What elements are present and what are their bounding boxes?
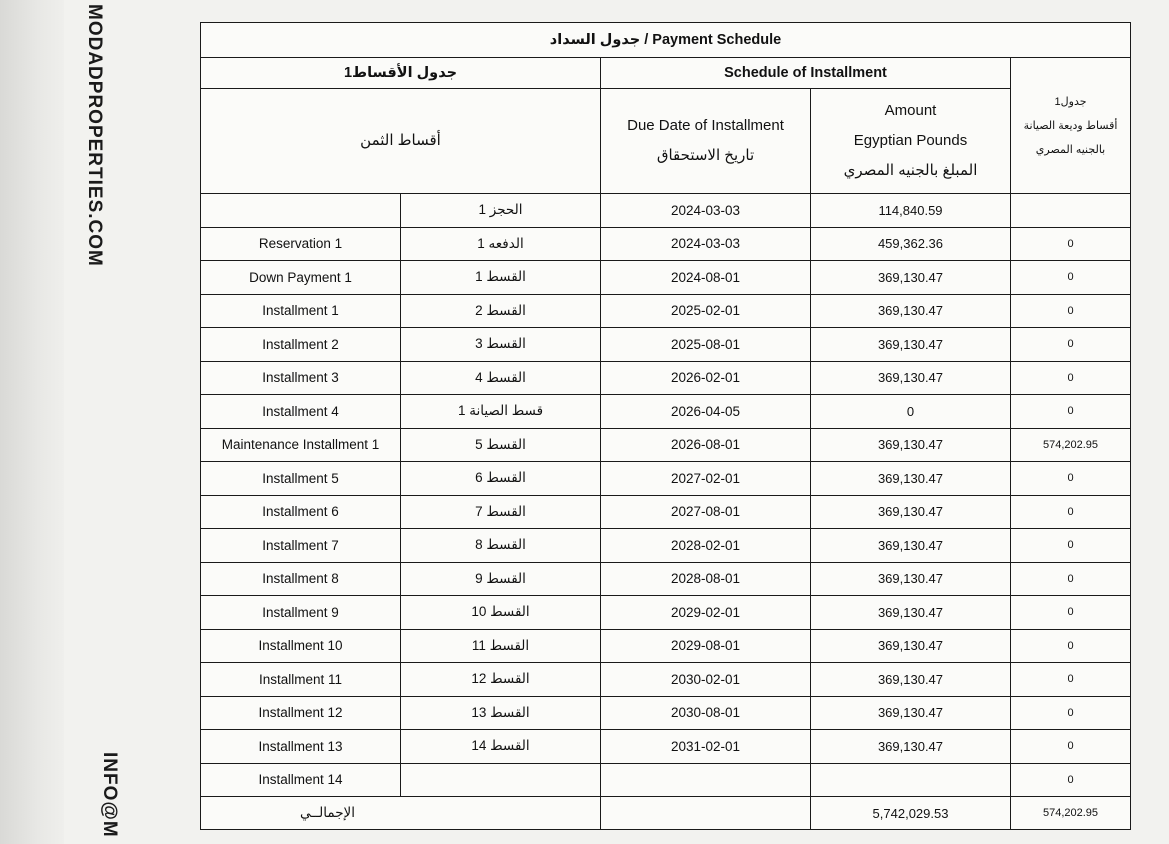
installment-name-en: Maintenance Installment 1	[201, 428, 401, 462]
table-row	[201, 763, 1131, 797]
schedule-heading: Schedule of Installment	[601, 58, 1011, 89]
installment-name-ar: القسط 8	[401, 529, 601, 563]
installment-name-en: Installment 4	[201, 395, 401, 429]
due-date: 2026-04-05	[601, 395, 811, 429]
installment-name-ar: القسط 5	[401, 428, 601, 462]
due-date-header-ar: تاريخ الاستحقاق	[656, 147, 755, 164]
installment-name-ar: الدفعه 1	[401, 227, 601, 261]
due-date: 2024-08-01	[601, 261, 811, 295]
installment-name-en: Installment 7	[201, 529, 401, 563]
installment-name-en: Installment 10	[201, 629, 401, 663]
installment-name-ar: القسط 12	[401, 663, 601, 697]
amount: 369,130.47	[811, 294, 1011, 328]
installment-name-en: Installment 3	[201, 361, 401, 395]
installment-name-en: Installment 5	[201, 462, 401, 496]
installment-name-ar: القسط 10	[401, 596, 601, 630]
installment-name-ar: القسط 6	[401, 462, 601, 496]
installment-name-ar	[401, 763, 601, 797]
installment-name-ar: القسط 14	[401, 730, 601, 764]
due-date-column-header	[601, 89, 811, 194]
table-row	[201, 730, 1131, 764]
installment-name-en: Installment 9	[201, 596, 401, 630]
due-date-header-en: Due Date of Installment	[627, 117, 784, 134]
maintenance-amount: 0	[1011, 462, 1131, 496]
table-row	[201, 361, 1131, 395]
amount: 369,130.47	[811, 428, 1011, 462]
table-row	[201, 529, 1131, 563]
installment-name-ar: القسط 13	[401, 696, 601, 730]
installment-name-en: Installment 8	[201, 562, 401, 596]
installment-name-ar: القسط 2	[401, 294, 601, 328]
price-installments-header: أقساط الثمن	[201, 89, 601, 194]
installment-name-ar: قسط الصيانة 1	[401, 395, 601, 429]
amount: 369,130.47	[811, 261, 1011, 295]
amount-header-ar: المبلغ بالجنيه المصري	[843, 162, 978, 179]
table-row	[201, 227, 1131, 261]
due-date: 2029-02-01	[601, 596, 811, 630]
total-date-cell	[601, 797, 811, 830]
amount: 369,130.47	[811, 562, 1011, 596]
due-date: 2025-02-01	[601, 294, 811, 328]
maintenance-amount: 0	[1011, 562, 1131, 596]
maintenance-amount: 0	[1011, 529, 1131, 563]
installment-name-ar: القسط 9	[401, 562, 601, 596]
amount: 369,130.47	[811, 462, 1011, 496]
maintenance-header-line3: بالجنيه المصري	[1035, 143, 1106, 156]
maintenance-amount: 0	[1011, 596, 1131, 630]
table-row	[201, 696, 1131, 730]
amount: 369,130.47	[811, 663, 1011, 697]
maintenance-amount: 0	[1011, 495, 1131, 529]
maintenance-amount: 0	[1011, 361, 1131, 395]
amount: 114,840.59	[811, 194, 1011, 228]
total-maintenance: 574,202.95	[1011, 797, 1131, 830]
due-date: 2028-02-01	[601, 529, 811, 563]
installment-name-en: Down Payment 1	[201, 261, 401, 295]
installment-name-ar: القسط 7	[401, 495, 601, 529]
amount: 369,130.47	[811, 596, 1011, 630]
table-row	[201, 194, 1131, 228]
due-date: 2026-02-01	[601, 361, 811, 395]
due-date: 2027-02-01	[601, 462, 811, 496]
maintenance-amount: 0	[1011, 730, 1131, 764]
table-row	[201, 596, 1131, 630]
amount-column-header	[811, 89, 1011, 194]
table-row	[201, 663, 1131, 697]
amount: 369,130.47	[811, 629, 1011, 663]
due-date: 2024-03-03	[601, 194, 811, 228]
amount: 369,130.47	[811, 328, 1011, 362]
table-row	[201, 462, 1131, 496]
payment-schedule-table	[200, 22, 1131, 830]
table-row	[201, 495, 1131, 529]
total-label: الإجمالــي	[201, 797, 601, 830]
installment-name-en: Installment 1	[201, 294, 401, 328]
due-date: 2027-08-01	[601, 495, 811, 529]
table-row	[201, 261, 1131, 295]
installment-name-en: Installment 12	[201, 696, 401, 730]
installment-name-ar: القسط 1	[401, 261, 601, 295]
installment-name-ar: الحجز 1	[401, 194, 601, 228]
maintenance-amount	[1011, 194, 1131, 228]
due-date: 2025-08-01	[601, 328, 811, 362]
table-row	[201, 328, 1131, 362]
amount	[811, 763, 1011, 797]
amount-header-en: Amount	[884, 102, 937, 119]
maintenance-amount: 0	[1011, 629, 1131, 663]
installment-name-en: Installment 2	[201, 328, 401, 362]
installment-name-en	[201, 194, 401, 228]
due-date: 2031-02-01	[601, 730, 811, 764]
table-row	[201, 629, 1131, 663]
amount: 459,362.36	[811, 227, 1011, 261]
maintenance-amount: 0	[1011, 227, 1131, 261]
installment-name-en: Installment 13	[201, 730, 401, 764]
installment-name-en: Installment 14	[201, 763, 401, 797]
website-text: MODADPROPERTIES.COM	[84, 4, 105, 267]
email-text: INFO@M	[99, 752, 120, 838]
maintenance-amount: 574,202.95	[1011, 428, 1131, 462]
amount: 0	[811, 395, 1011, 429]
maintenance-amount: 0	[1011, 261, 1131, 295]
maintenance-header-line1: جدول1	[1054, 95, 1087, 108]
amount: 369,130.47	[811, 361, 1011, 395]
table-row	[201, 562, 1131, 596]
amount: 369,130.47	[811, 730, 1011, 764]
due-date: 2024-03-03	[601, 227, 811, 261]
due-date: 2030-08-01	[601, 696, 811, 730]
installments-heading: جدول الأقساط1	[201, 58, 601, 89]
due-date: 2026-08-01	[601, 428, 811, 462]
installment-name-ar: القسط 4	[401, 361, 601, 395]
amount-header-currency: Egyptian Pounds	[853, 132, 968, 149]
maintenance-header-line2: أقساط وديعة الصيانة	[1023, 119, 1118, 132]
amount: 369,130.47	[811, 529, 1011, 563]
maintenance-amount: 0	[1011, 328, 1131, 362]
installment-name-en: Installment 11	[201, 663, 401, 697]
due-date: 2030-02-01	[601, 663, 811, 697]
maintenance-amount: 0	[1011, 663, 1131, 697]
due-date: 2029-08-01	[601, 629, 811, 663]
table-row	[201, 428, 1131, 462]
amount: 369,130.47	[811, 696, 1011, 730]
table-title: جدول السداد / Payment Schedule	[201, 23, 1131, 58]
due-date	[601, 763, 811, 797]
maintenance-amount: 0	[1011, 395, 1131, 429]
table-row	[201, 395, 1131, 429]
page-edge-shadow	[0, 0, 64, 844]
installment-name-en: Reservation 1	[201, 227, 401, 261]
due-date: 2028-08-01	[601, 562, 811, 596]
maintenance-column-header	[1011, 58, 1131, 194]
total-amount: 5,742,029.53	[811, 797, 1011, 830]
installment-name-en: Installment 6	[201, 495, 401, 529]
installment-name-ar: القسط 3	[401, 328, 601, 362]
maintenance-amount: 0	[1011, 763, 1131, 797]
maintenance-amount: 0	[1011, 696, 1131, 730]
installment-name-ar: القسط 11	[401, 629, 601, 663]
amount: 369,130.47	[811, 495, 1011, 529]
table-row	[201, 294, 1131, 328]
maintenance-amount: 0	[1011, 294, 1131, 328]
